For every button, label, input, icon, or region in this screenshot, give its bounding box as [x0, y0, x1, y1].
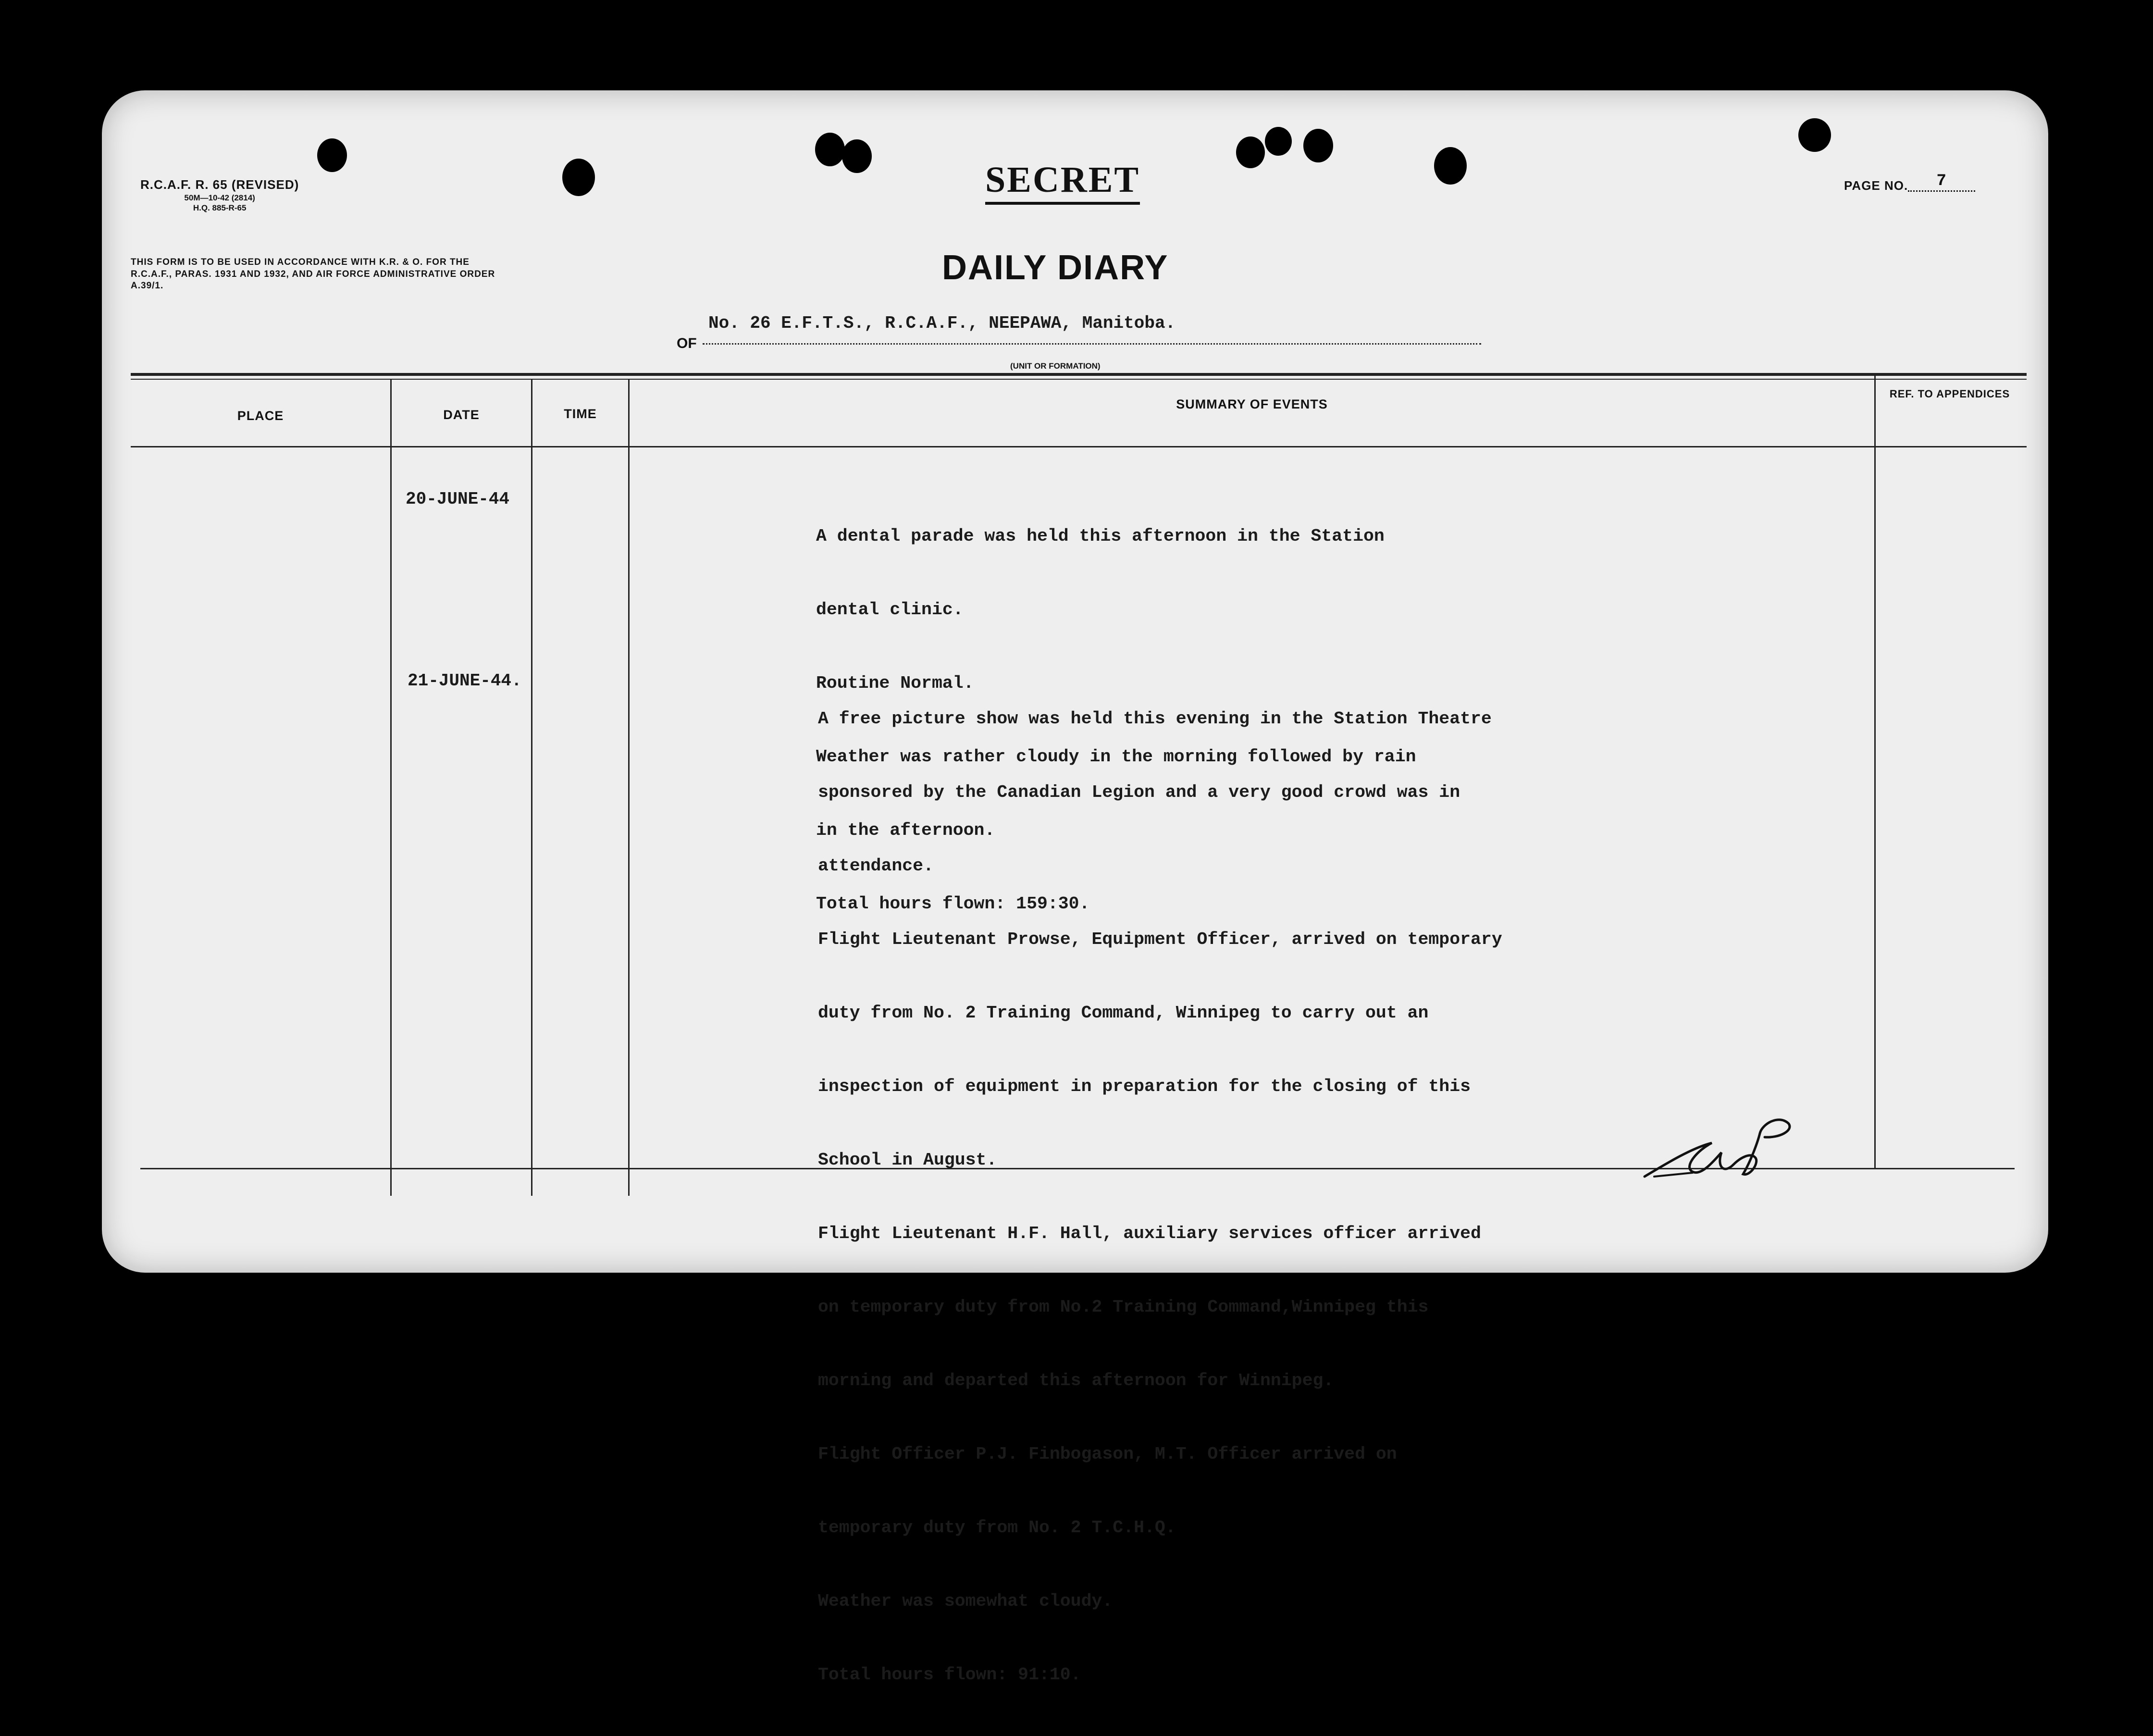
entry-summary: [818, 657, 1502, 1736]
summary-line: School in August.: [818, 1150, 997, 1170]
table-top-rule-thin: [131, 379, 2027, 380]
punch-hole: [815, 133, 845, 166]
summary-line: sponsored by the Canadian Legion and a very good crowd was in: [818, 782, 1460, 802]
summary-line: Flight Lieutenant H.F. Hall, auxiliary services officer arrived: [818, 1224, 1481, 1243]
summary-line: temporary duty from No. 2 T.C.H.Q.: [818, 1518, 1176, 1538]
punch-hole: [1236, 136, 1265, 168]
summary-line: dental clinic.: [816, 600, 964, 620]
header-bottom-rule: [131, 446, 2027, 447]
column-divider: [628, 379, 630, 1196]
form-number: R.C.A.F. R. 65 (REVISED): [140, 177, 299, 192]
punch-hole: [317, 138, 347, 172]
column-divider: [531, 379, 532, 1196]
column-header-summary: SUMMARY OF EVENTS: [1176, 397, 1328, 411]
summary-line: Weather was rather cloudy in the morning followed by rain: [816, 747, 1416, 767]
unit-caption: (UNIT OR FORMATION): [1010, 361, 1101, 371]
column-header-date: DATE: [443, 408, 480, 422]
summary-line: in the afternoon.: [816, 820, 995, 840]
summary-line: Flight Lieutenant Prowse, Equipment Officer, arrived on temporary: [818, 930, 1502, 949]
diary-sheet: [102, 90, 2048, 1685]
usage-note: THIS FORM IS TO BE USED IN ACCORDANCE WITH K.R. & O. FOR THE R.C.A.F., PARAS. 1931 AND 1932, AND AIR FORCE ADMINISTRATIVE ORDER A.39/1.: [131, 257, 495, 291]
table-top-rule: [131, 373, 2027, 376]
page-title: DAILY DIARY: [942, 248, 1169, 287]
form-identifier: [140, 177, 299, 213]
punch-hole: [842, 139, 872, 173]
summary-line: Total hours flown: 91:10.: [818, 1665, 1081, 1685]
column-divider: [390, 379, 392, 1196]
summary-line: morning and departed this afternoon for Winnipeg.: [818, 1371, 1334, 1390]
hq-code: H.Q. 885-R-65: [193, 203, 247, 212]
print-code: 50M—10-42 (2814): [184, 193, 255, 202]
punch-hole: [562, 159, 595, 196]
punch-hole: [1434, 147, 1467, 185]
column-header-ref: REF. TO APPENDICES: [1889, 388, 2010, 400]
column-divider: [1874, 374, 1876, 1168]
column-header-time: TIME: [564, 407, 597, 421]
summary-line: Flight Officer P.J. Finbogason, M.T. Officer arrived on: [818, 1444, 1397, 1464]
column-header-place: PLACE: [237, 409, 284, 423]
page-number-value: 7: [1908, 172, 1975, 192]
summary-line: A free picture show was held this evening in the Station Theatre: [818, 709, 1492, 729]
summary-line: on temporary duty from No.2 Training Command,Winnipeg this: [818, 1297, 1429, 1317]
classification-stamp: SECRET: [985, 159, 1140, 205]
summary-line: Routine Normal.: [816, 673, 974, 693]
entry-date: 21-JUNE-44.: [408, 671, 522, 691]
summary-line: Weather was somewhat cloudy.: [818, 1591, 1113, 1611]
unit-value: No. 26 E.F.T.S., R.C.A.F., NEEPAWA, Manitoba.: [708, 313, 1176, 333]
summary-line: Total hours flown: 159:30.: [816, 894, 1090, 914]
punch-hole: [1798, 118, 1831, 152]
page-number-label: PAGE NO.: [1844, 178, 1908, 193]
of-label: OF: [677, 335, 697, 351]
summary-line: attendance.: [818, 856, 934, 876]
summary-line: duty from No. 2 Training Command, Winnipeg to carry out an: [818, 1003, 1429, 1023]
punch-hole: [1303, 129, 1333, 162]
handwritten-initials: [1640, 1104, 1803, 1186]
punch-hole: [1265, 127, 1292, 156]
summary-line: inspection of equipment in preparation for the closing of this: [818, 1077, 1471, 1096]
page-number-field: [1844, 172, 1975, 197]
summary-line: A dental parade was held this afternoon in the Station: [816, 526, 1385, 546]
entry-date: 20-JUNE-44: [406, 489, 510, 509]
